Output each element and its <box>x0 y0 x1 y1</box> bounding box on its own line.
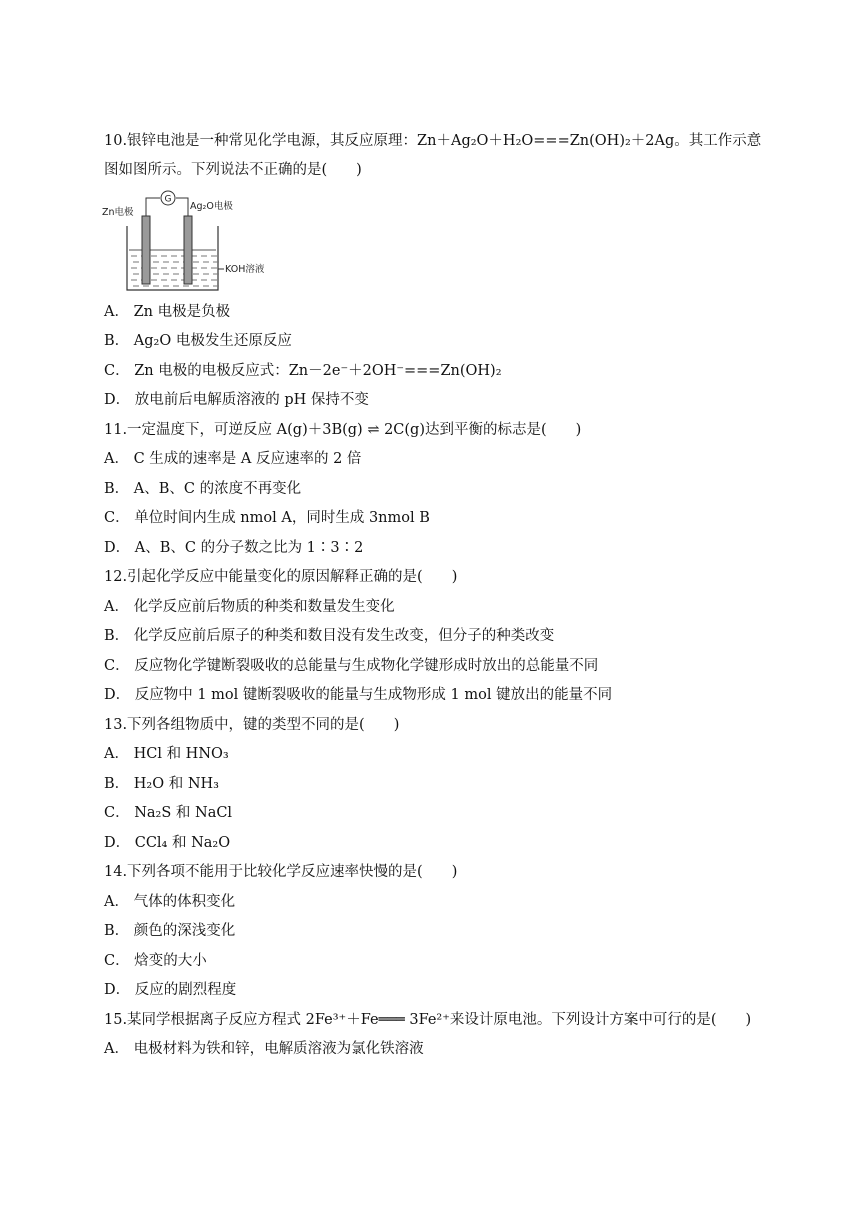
ag2o-electrode <box>184 216 192 284</box>
question-10-option-c: C． Zn 电极的电极反应式：Zn－2e⁻＋2OH⁻===Zn(OH)₂ <box>104 363 502 379</box>
question-11-option-a: A． C 生成的速率是 A 反应速率的 2 倍 <box>104 451 362 467</box>
question-11-option-b: B． A、B、C 的浓度不再变化 <box>104 481 302 497</box>
battery-diagram-svg <box>100 186 270 296</box>
question-12-option-d: D． 反应物中 1 mol 键断裂吸收的能量与生成物形成 1 mol 键放出的能量不同 <box>104 687 613 703</box>
question-15-option-a: A． 电极材料为铁和锌，电解质溶液为氯化铁溶液 <box>104 1041 424 1057</box>
question-11-option-c: C． 单位时间内生成 nmol A，同时生成 3nmol B <box>104 510 430 526</box>
question-10-option-a: A． Zn 电极是负极 <box>104 304 231 320</box>
question-12-option-c: C． 反应物化学键断裂吸收的总能量与生成物化学键形成时放出的总能量不同 <box>104 658 599 674</box>
question-13-option-a: A． HCl 和 HNO₃ <box>104 746 229 762</box>
question-13-stem: 13.下列各组物质中，键的类型不同的是( ) <box>104 717 400 733</box>
question-14-option-c: C． 焓变的大小 <box>104 953 207 969</box>
question-13-option-d: D． CCl₄ 和 Na₂O <box>104 835 231 851</box>
question-14-option-b: B． 颜色的深浅变化 <box>104 923 236 939</box>
zn-electrode-label: Zn电极 <box>102 207 134 218</box>
question-12-option-a: A． 化学反应前后物质的种类和数量发生变化 <box>104 599 395 615</box>
question-14-option-d: D． 反应的剧烈程度 <box>104 982 237 998</box>
question-12-stem: 12.引起化学反应中能量变化的原因解释正确的是( ) <box>104 569 458 585</box>
zn-electrode <box>142 216 150 284</box>
question-13-option-c: C． Na₂S 和 NaCl <box>104 805 233 821</box>
koh-solution-label: KOH溶液 <box>225 264 265 275</box>
question-15-stem: 15.某同学根据离子反应方程式 2Fe³⁺＋Fe═══ 3Fe²⁺来设计原电池。下列设计方案中可行的是( ) <box>104 1012 752 1028</box>
question-14-option-a: A． 气体的体积变化 <box>104 894 236 910</box>
question-10-option-d: D． 放电前后电解质溶液的 pH 保持不变 <box>104 392 369 408</box>
question-10-stem-line-2: 图如图所示。下列说法不正确的是( ) <box>104 162 362 178</box>
question-11-stem: 11.一定温度下，可逆反应 A(g)＋3B(g) ⇌ 2C(g)达到平衡的标志是( ) <box>104 422 582 438</box>
question-13-option-b: B． H₂O 和 NH₃ <box>104 776 219 792</box>
ag2o-electrode-label: Ag₂O电极 <box>190 201 233 212</box>
question-11-option-d: D． A、B、C 的分子数之比为 1∶3∶2 <box>104 540 364 556</box>
battery-diagram <box>100 186 270 296</box>
question-14-stem: 14.下列各项不能用于比较化学反应速率快慢的是( ) <box>104 864 458 880</box>
question-10-stem-line-1: 10.银锌电池是一种常见化学电源，其反应原理：Zn＋Ag₂O＋H₂O===Zn(OH)₂＋2Ag。其工作示意 <box>104 133 762 149</box>
galvanometer-label: G <box>164 194 172 205</box>
question-12-option-b: B． 化学反应前后原子的种类和数目没有发生改变，但分子的种类改变 <box>104 628 555 644</box>
question-10-option-b: B． Ag₂O 电极发生还原反应 <box>104 333 292 349</box>
